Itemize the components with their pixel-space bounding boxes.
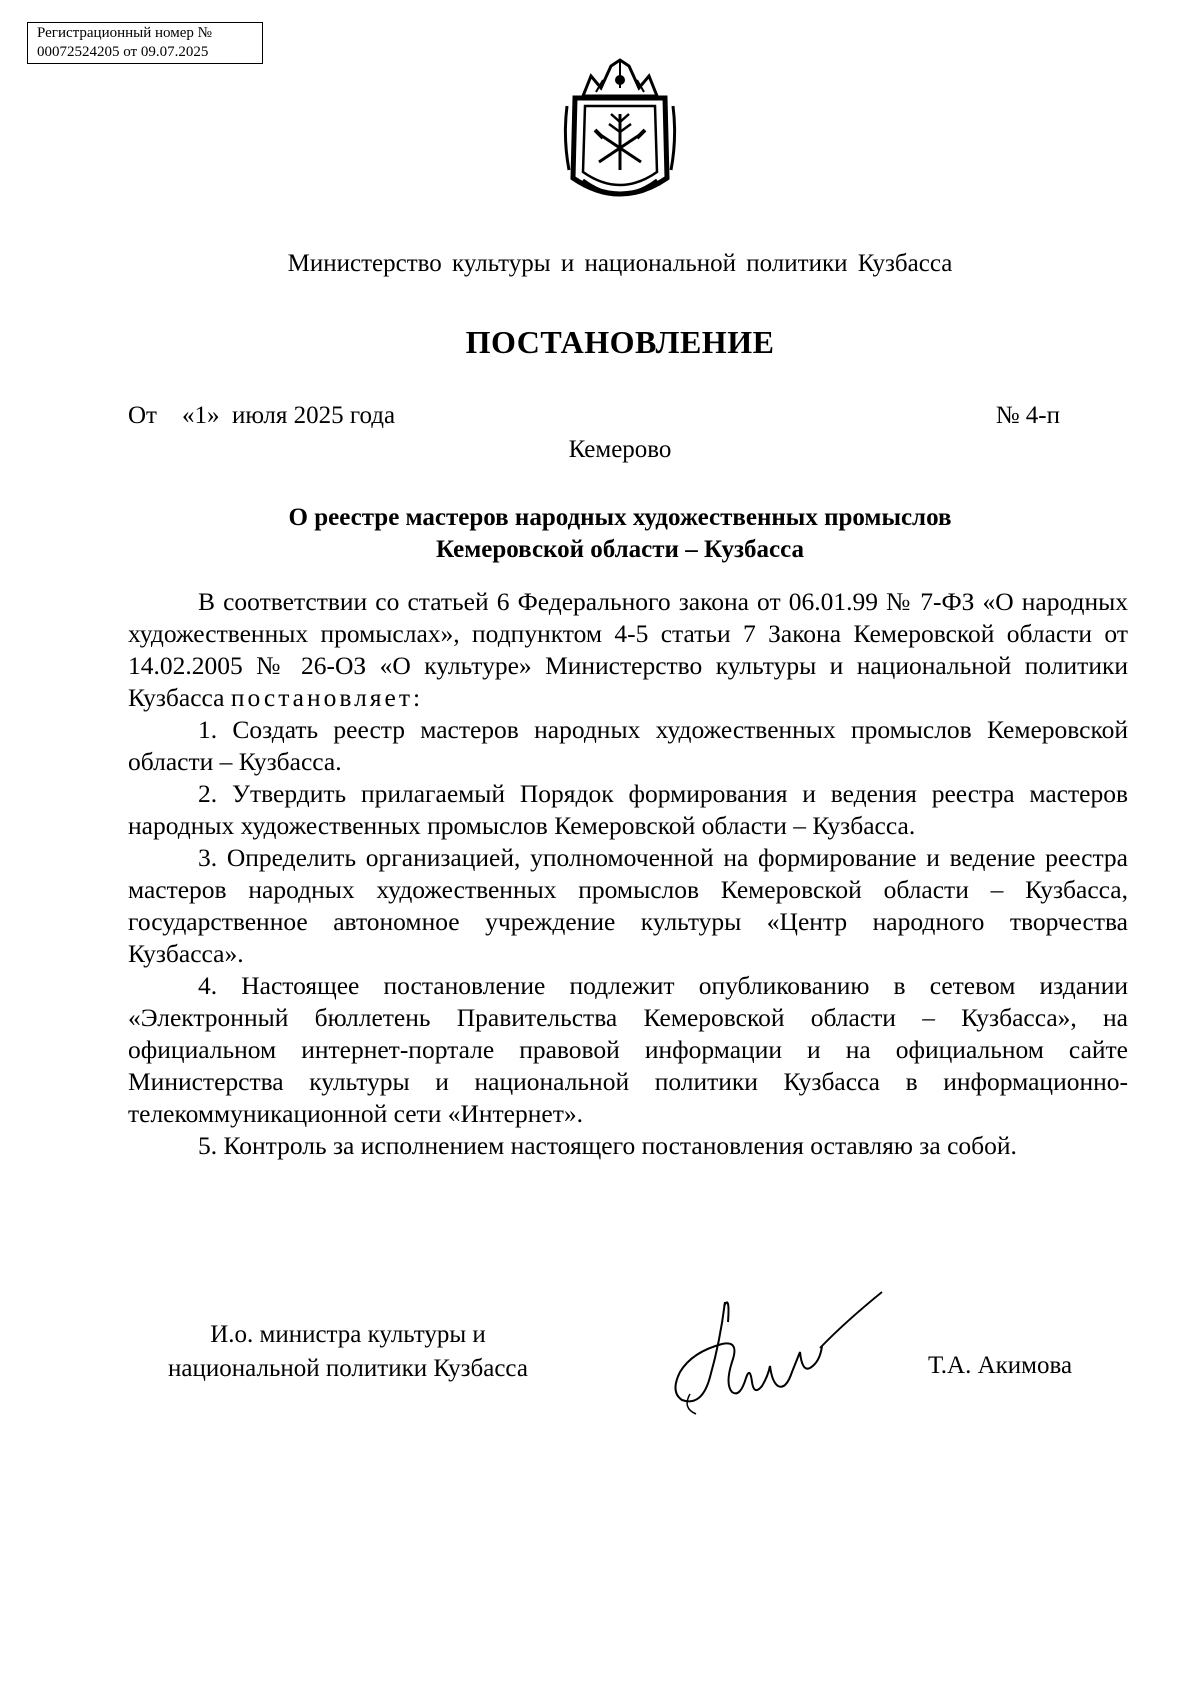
signatory-title-line-1: И.о. министра культуры и xyxy=(210,1321,486,1348)
handwritten-signature-icon xyxy=(670,1282,890,1422)
document-number: № 4-п xyxy=(995,402,1060,429)
document-body xyxy=(128,586,1128,1162)
preamble-paragraph xyxy=(128,586,1128,714)
subject-line-2: Кемеровской области – Кузбасса xyxy=(435,536,805,563)
subject-line-1: О реестре мастеров народных художественных промыслов xyxy=(288,504,952,531)
registration-stamp-line-1: Регистрационный номер № xyxy=(37,25,212,41)
registration-stamp-line-2: 00072524205 от 09.07.2025 xyxy=(37,44,209,60)
signatory-name: Т.А. Акимова xyxy=(928,1352,1073,1379)
signatory-title-line-2: национальной политики Кузбасса xyxy=(168,1355,528,1382)
resolution-item-4: 4. Настоящее постановление подлежит опубликованию в сетевом издании «Электронный бюллетень Правительства Кемеровской области – Кузбасса», на официальном интернет-портале правовой информации и на официальном сайте Министерства культуры и национальной политики Кузбасса в информационно-телекоммуникационной сети «Интернет». xyxy=(128,971,1128,1128)
document-city: Кемерово xyxy=(568,436,672,463)
resolution-item-1: 1. Создать реестр мастеров народных художественных промыслов Кемеровской области – Кузбасса. xyxy=(128,715,1128,776)
document-subject xyxy=(0,502,1200,566)
kuzbass-coat-of-arms-icon xyxy=(561,58,679,208)
signatory-title xyxy=(128,1318,568,1386)
document-type-title: ПОСТАНОВЛЕНИЕ xyxy=(465,324,775,360)
resolution-item-5: 5. Контроль за исполнением настоящего постановления оставляю за собой. xyxy=(198,1131,1017,1160)
resolution-item-2: 2. Утвердить прилагаемый Порядок формирования и ведения реестра мастеров народных художественных промыслов Кемеровской области – Кузбасса. xyxy=(128,779,1128,840)
document-date: От «1» июля 2025 года xyxy=(128,402,396,429)
preamble-text: В соответствии со статьей 6 Федерального закона от 06.01.99 № 7-ФЗ «О народных художественных промыслах», подпунктом 4-5 статьи 7 Закона Кемеровской области от 14.02.2005 № 26-ОЗ «О культуре» Министерство культуры и национальной политики Кузбасса xyxy=(128,587,1128,712)
registration-stamp xyxy=(27,22,263,64)
ministry-name: Министерство культуры и национальной политики Кузбасса xyxy=(287,250,953,277)
resolution-verb: постановляет: xyxy=(230,683,424,712)
resolution-item-3: 3. Определить организацией, уполномоченной на формирование и ведение реестра мастеров народных художественных промыслов Кемеровской области – Кузбасса, государственное автономное учреждение культуры «Центр народного творчества Кузбасса». xyxy=(128,843,1128,968)
